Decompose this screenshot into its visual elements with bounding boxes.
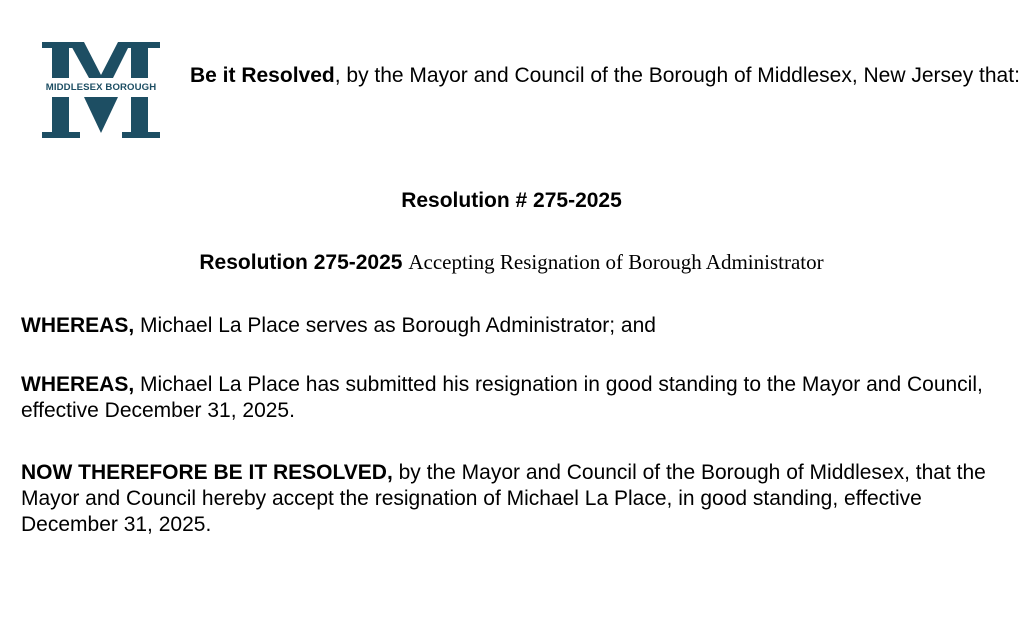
resolution-title-text: Accepting Resignation of Borough Administrator <box>408 250 824 274</box>
borough-logo <box>40 41 162 139</box>
logo-text: MIDDLESEX BOROUGH <box>45 82 157 93</box>
intro-statement <box>190 63 1020 89</box>
paragraph-text: Michael La Place serves as Borough Administrator; and <box>134 314 656 337</box>
paragraph-lead: WHEREAS, <box>21 314 135 337</box>
whereas-paragraph-1 <box>21 313 1011 339</box>
paragraph-lead: WHEREAS, <box>21 373 135 396</box>
resolution-title <box>0 249 1023 276</box>
paragraph-text: Michael La Place has submitted his resignation in good standing to the Mayor and Council, effective December 31, 2025. <box>21 373 983 422</box>
resolved-paragraph <box>21 460 1011 538</box>
whereas-paragraph-2 <box>21 372 1011 424</box>
resolution-title-label: Resolution 275-2025 <box>199 251 403 274</box>
intro-rest: , by the Mayor and Council of the Borough of Middlesex, New Jersey that: <box>334 64 1020 87</box>
paragraph-lead: NOW THEREFORE BE IT RESOLVED, <box>21 461 393 484</box>
intro-lead: Be it Resolved <box>190 64 335 87</box>
resolution-number: Resolution # 275-2025 <box>401 189 622 212</box>
paragraph-text: by the Mayor and Council of the Borough of Middlesex, that the Mayor and Council hereby accept the resignation of Michael La Place, in good standing, effective December 31, 2025. <box>21 461 986 536</box>
